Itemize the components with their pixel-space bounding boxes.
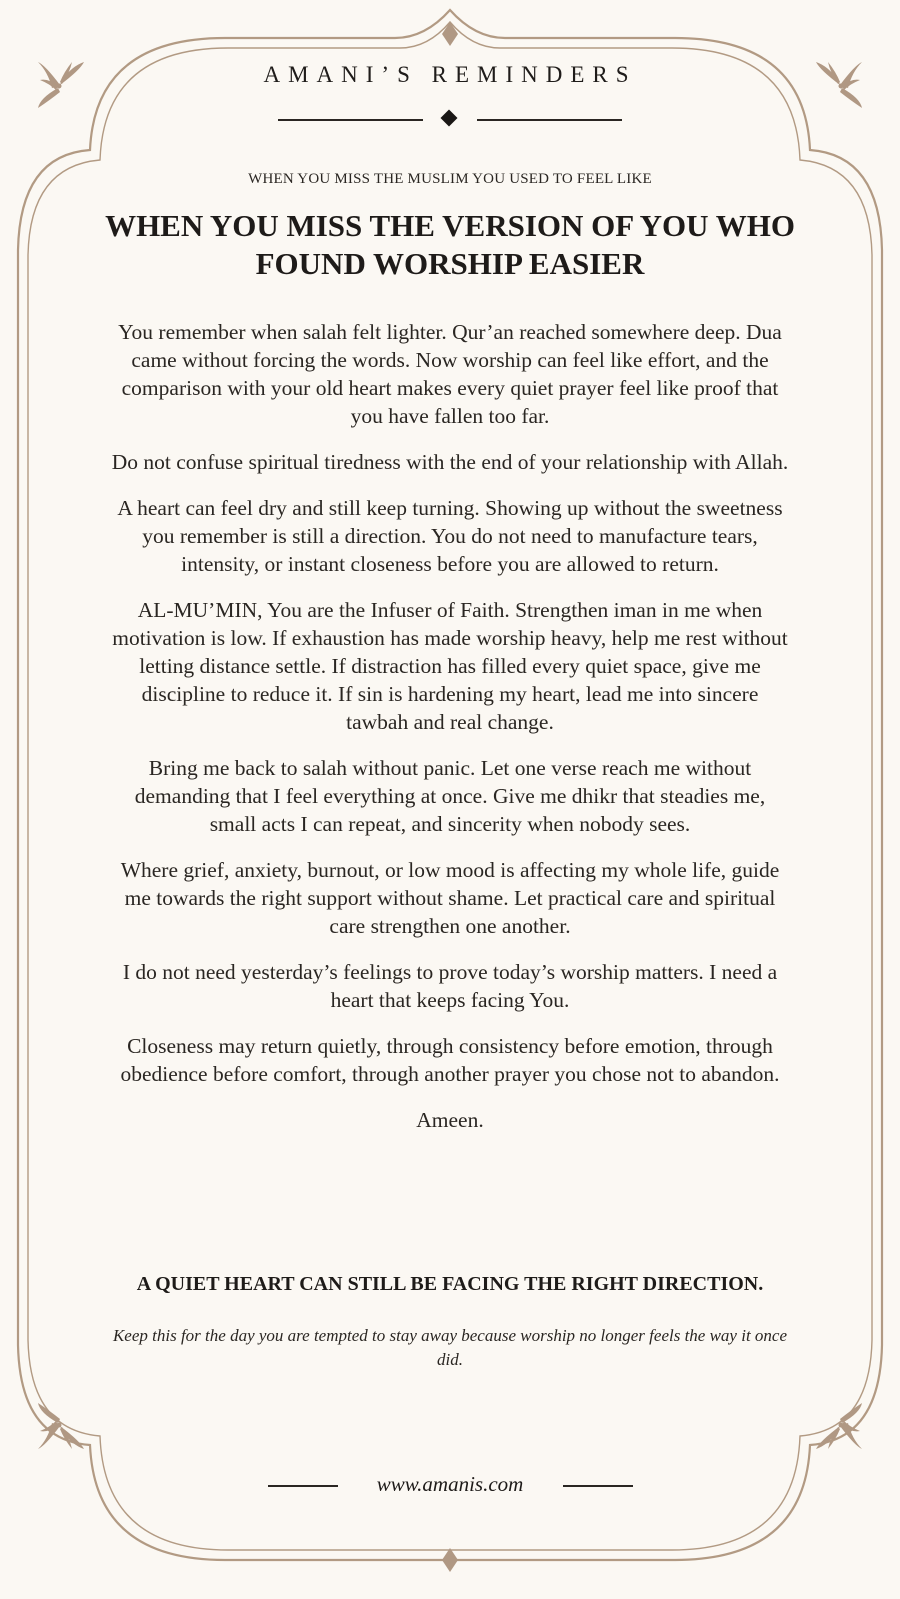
paragraph-dua-facing: I do not need yesterday’s feelings to prove today’s worship matters. I need a heart that keeps facing You. <box>122 960 778 1012</box>
divider-line-left <box>278 119 423 121</box>
footer <box>0 1470 900 1500</box>
page-title: WHEN YOU MISS THE VERSION OF YOU WHO FOUND WORSHIP EASIER <box>105 208 795 281</box>
paragraph-dua-opening: AL-MU’MIN, You are the Infuser of Faith. Strengthen iman in me when motivation is low. If exhaustion has made worship heavy, help me rest without letting distance settle. If distraction has filled every quiet space, give me discipline to reduce it. If sin is hardening my heart, lead me into sincere tawbah and real change. <box>112 598 788 734</box>
paragraph-reassurance: Do not confuse spiritual tiredness with the end of your relationship with Allah. <box>111 450 789 474</box>
diamond-icon <box>441 110 458 127</box>
closing-statement: A QUIET HEART CAN STILL BE FACING THE RIGHT DIRECTION. <box>136 1273 764 1295</box>
paragraph-dua-salah: Bring me back to salah without panic. Let one verse reach me without demanding that I feel everything at once. Give me dhikr that steadies me, small acts I can repeat, and sincerity when nobody sees. <box>134 756 766 836</box>
divider-line-right <box>477 119 622 121</box>
paragraph-dua-support: Where grief, anxiety, burnout, or low mood is affecting my whole life, guide me towards the right support without shame. Let practical care and spiritual care strengthen one another. <box>120 858 780 938</box>
body-text <box>110 318 790 1156</box>
kicker-heading: WHEN YOU MISS THE MUSLIM YOU USED TO FEEL LIKE <box>248 171 652 187</box>
paragraph-ameen: Ameen. <box>416 1108 484 1132</box>
paragraph-intro: You remember when salah felt lighter. Qur’an reached somewhere deep. Dua came without forcing the words. Now worship can feel like effort, and the comparison with your old heart makes every quiet prayer feel like proof that you have fallen too far. <box>118 320 782 428</box>
brand-divider <box>270 115 630 125</box>
footer-line-right <box>563 1485 633 1487</box>
closing-note: Keep this for the day you are tempted to stay away because worship no longer feels the way it once did. <box>112 1326 788 1369</box>
paragraph-heart: A heart can feel dry and still keep turning. Showing up without the sweetness you remember is still a direction. You do not need to manufacture tears, intensity, or instant closeness before you are allowed to return. <box>117 496 783 576</box>
paragraph-closeness: Closeness may return quietly, through consistency before emotion, through obedience before comfort, through another prayer you chose not to abandon. <box>120 1034 780 1086</box>
website-link[interactable]: www.amanis.com <box>376 1472 524 1496</box>
brand-title: AMANI’S REMINDERS <box>263 62 637 87</box>
